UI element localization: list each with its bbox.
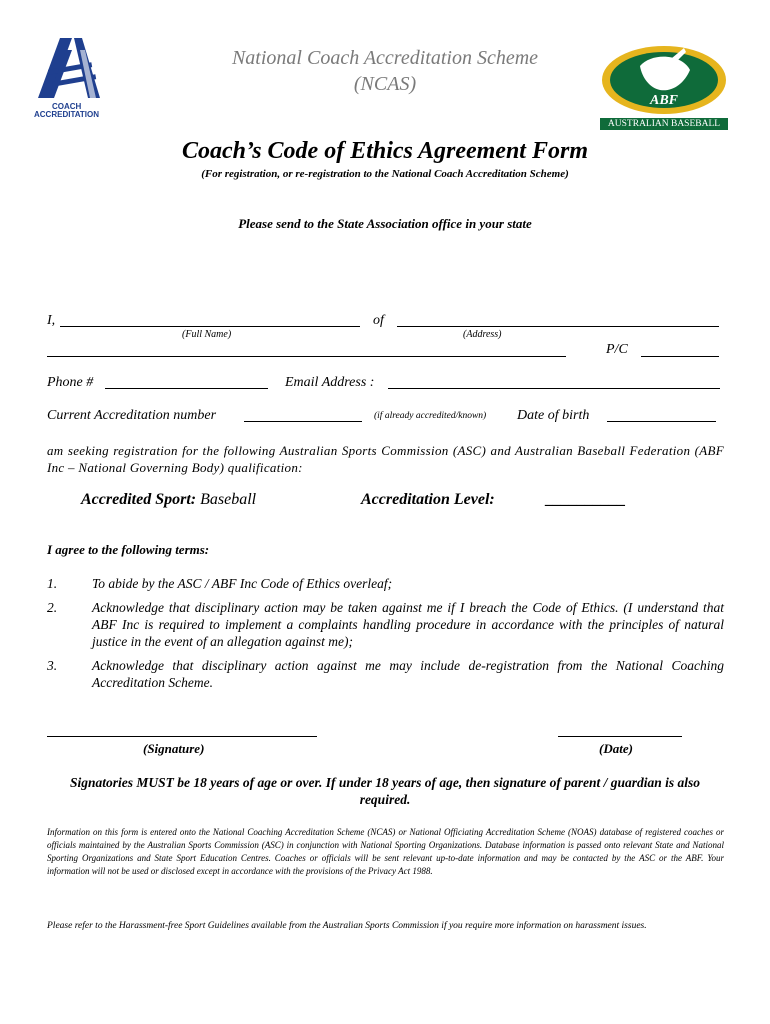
dob-field[interactable] xyxy=(607,407,716,422)
if-already-note: (if already accredited/known) xyxy=(374,411,487,421)
term-2-text: Acknowledge that disciplinary action may be taken against me if I breach the Code of Ethics. (I understand that ABF Inc is required to implement a complaints handling procedure in accordance with the principles of natural justice in the event of an allegation against me); xyxy=(92,600,724,649)
term-1-text: To abide by the ASC / ABF Inc Code of Ethics overleaf; xyxy=(92,576,393,591)
level-label: Accreditation Level: xyxy=(361,491,495,508)
logo-left-accreditation-text: ACCREDITATION xyxy=(34,110,100,119)
current-accreditation-label: Current Accreditation number xyxy=(47,408,217,423)
pc-label: P/C xyxy=(606,342,628,357)
term-3-number: 3. xyxy=(47,658,58,673)
form-subtitle: (For registration, or re-registration to the National Coach Accreditation Scheme) xyxy=(201,168,569,180)
sport-value: Baseball xyxy=(200,491,257,508)
postcode-field[interactable] xyxy=(641,342,719,357)
logo-left-coach-text: COACH xyxy=(52,102,82,111)
address-line2-field[interactable] xyxy=(47,342,566,357)
term-3-text: Acknowledge that disciplinary action against me may include de-registration from the National Coaching Accreditation Scheme. xyxy=(92,658,724,690)
sport-label: Accredited Sport: xyxy=(81,491,197,508)
accreditation-number-field[interactable] xyxy=(244,407,362,422)
email-label: Email Address : xyxy=(285,375,375,390)
send-note: Please send to the State Association office in your state xyxy=(238,216,532,231)
dob-label: Date of birth xyxy=(517,408,590,423)
term-1-number: 1. xyxy=(47,576,58,591)
age-note: Signatories MUST be 18 years of age or over. If under 18 years of age, then signature of parent / guardian is also required. xyxy=(69,775,701,807)
terms-heading: I agree to the following terms: xyxy=(47,542,210,557)
baseball-emblem-icon xyxy=(600,44,728,116)
logo-right-text: AUSTRALIAN BASEBALL xyxy=(607,119,721,129)
email-field[interactable] xyxy=(388,374,720,389)
level-field[interactable]: __________ xyxy=(546,491,626,508)
date-field[interactable] xyxy=(558,722,682,737)
address-caption: (Address) xyxy=(463,329,502,340)
accredited-sport-row xyxy=(81,491,256,509)
signature-field[interactable] xyxy=(47,722,317,737)
i-label: I, xyxy=(47,313,56,328)
full-name-caption: (Full Name) xyxy=(182,329,232,340)
date-caption: (Date) xyxy=(599,741,633,756)
phone-field[interactable] xyxy=(105,374,268,389)
of-label: of xyxy=(373,313,384,328)
signature-caption: (Signature) xyxy=(143,741,205,756)
phone-label: Phone # xyxy=(47,375,94,390)
term-2-number: 2. xyxy=(47,600,58,615)
australian-baseball-logo xyxy=(600,44,728,130)
harassment-note: Please refer to the Harassment-free Sport Guidelines available from the Australian Sports Commission if you require more information on harassment issues. xyxy=(47,921,647,931)
logo-right-mark: ABF xyxy=(649,93,679,108)
seeking-paragraph: am seeking registration for the following Australian Sports Commission (ASC) and Australian Baseball Federation (ABF Inc – National Governing Body) qualification: xyxy=(47,443,724,475)
scheme-title-line1: National Coach Accreditation Scheme xyxy=(231,47,539,69)
full-name-field[interactable] xyxy=(60,312,360,327)
scheme-title-line2: (NCAS) xyxy=(353,73,417,95)
form-title: Coach’s Code of Ethics Agreement Form xyxy=(181,138,588,164)
address-field[interactable] xyxy=(397,312,719,327)
privacy-note: Information on this form is entered onto the National Coaching Accreditation Scheme (NCAS) or National Officiating Accreditation Scheme (NOAS) database of registered coaches or officials maintained by the Australian Sports Commission (ASC) in conjunction with National Sporting Organizations. Database information is passed onto relevant State and National Sporting Organizations and State Sport Education Centres. Coaches or officials will be sent relevant up-to-date information and may be contacted by the ASC or the ABF. Your information will not be used or disclosed except in accordance with the provisions of the Privacy Act 1988. xyxy=(47,827,724,876)
